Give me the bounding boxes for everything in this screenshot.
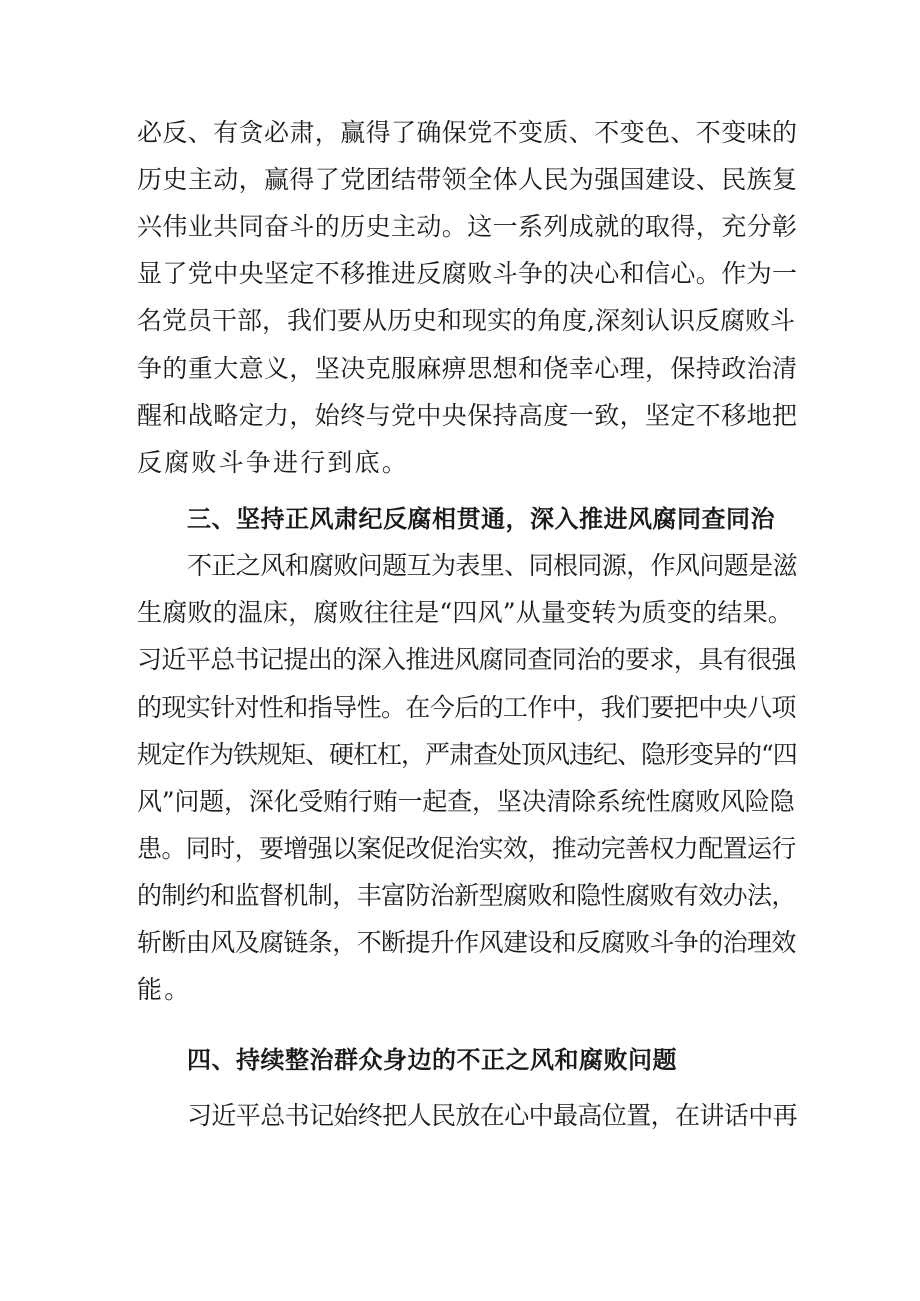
paragraph-3-line-1: 习近平总书记始终把人民放在心中最高位置，在讲话中再 (187, 1101, 798, 1130)
paragraph-2-line-8: 的制约和监督机制，丰富防治新型腐败和隐性腐败有效办法， (137, 881, 796, 910)
paragraph-1-line-3: 兴伟业共同奋斗的历史主动。这一系列成就的取得，充分彰 (137, 212, 798, 241)
paragraph-1-line-1: 必反、有贪必肃，赢得了确保党不变质、不变色、不变味的 (137, 118, 798, 147)
paragraph-1-line-2: 历史主动，赢得了党团结带领全体人民为强国建设、民族复 (137, 165, 798, 194)
paragraph-2-line-10: 能。 (137, 975, 192, 1004)
section-heading-4: 四、持续整治群众身边的不正之风和腐败问题 (187, 1046, 677, 1074)
paragraph-1-line-5: 名党员干部，我们要从历史和现实的角度,深刻认识反腐败斗 (137, 306, 795, 335)
paragraph-2-line-3: 习近平总书记提出的深入推进风腐同查同治的要求，具有很强 (137, 645, 796, 674)
paragraph-2-line-7: 患。同时，要增强以案促改促治实效，推动完善权力配置运行 (137, 834, 796, 863)
paragraph-2-line-1: 不正之风和腐败问题互为表里、同根同源，作风问题是滋 (187, 551, 798, 580)
paragraph-1-line-6: 争的重大意义，坚决克服麻痹思想和侥幸心理，保持政治清 (137, 354, 798, 383)
paragraph-2-line-2: 生腐败的温床，腐败往往是“四风”从量变转为质变的结果。 (137, 598, 793, 627)
paragraph-2-line-5: 规定作为铁规矩、硬杠杠，严肃查处顶风违纪、隐形变异的“四 (137, 740, 797, 769)
section-heading-3: 三、坚持正风肃纪反腐相贯通，深入推进风腐同查同治 (187, 505, 775, 533)
paragraph-2-line-9: 斩断由风及腐链条，不断提升作风建设和反腐败斗争的治理效 (137, 928, 796, 957)
paragraph-1-line-4: 显了党中央坚定不移推进反腐败斗争的决心和信心。作为一 (137, 259, 798, 288)
paragraph-2-line-4: 的现实针对性和指导性。在今后的工作中，我们要把中央八项 (137, 693, 796, 722)
paragraph-1-line-7: 醒和战略定力，始终与党中央保持高度一致，坚定不移地把 (137, 401, 798, 430)
paragraph-2-line-6: 风”问题，深化受贿行贿一起查，坚决清除系统性腐败风险隐 (137, 787, 795, 816)
paragraph-1-line-8: 反腐败斗争进行到底。 (137, 448, 410, 477)
